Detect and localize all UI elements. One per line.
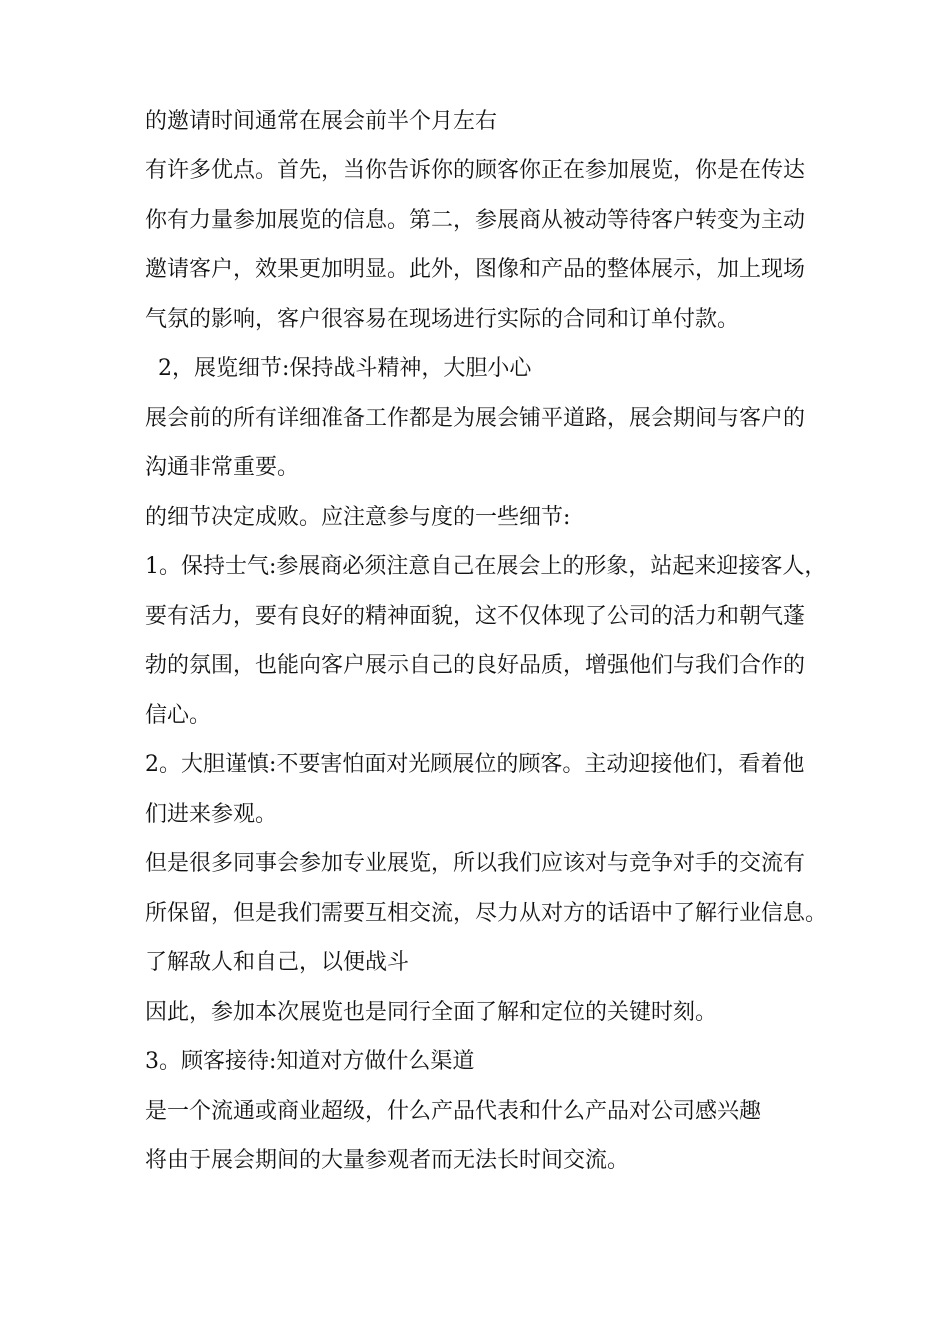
- text-line: 有许多优点。首先，当你告诉你的顾客你正在参加展览，你是在传达: [145, 158, 806, 183]
- text-line: 所保留，但是我们需要互相交流，尽力从对方的话语中了解行业信息。: [145, 901, 828, 926]
- text-line: 但是很多同事会参加专业展览，所以我们应该对与竞争对手的交流有: [145, 851, 806, 876]
- text-line: 信心。: [145, 703, 212, 728]
- text-line: 的细节决定成败。应注意参与度的一些细节:: [145, 505, 571, 530]
- text-line: 是一个流通或商业超级，什么产品代表和什么产品对公司感兴趣: [145, 1099, 762, 1124]
- text-line: 邀请客户，效果更加明显。此外，图像和产品的整体展示，加上现场: [145, 257, 806, 282]
- text-line: 勃的氛围，也能向客户展示自己的良好品质，增强他们与我们合作的: [145, 653, 806, 678]
- text-line: 你有力量参加展览的信息。第二，参展商从被动等待客户转变为主动: [145, 208, 806, 233]
- text-line: 沟通非常重要。: [145, 455, 300, 480]
- text-line: 气氛的影响，客户很容易在现场进行实际的合同和订单付款。: [145, 307, 740, 332]
- text-line: 的邀请时间通常在展会前半个月左右: [145, 109, 498, 134]
- text-line: 2。大胆谨慎:不要害怕面对光顾展位的顾客。主动迎接他们，看着他: [145, 752, 805, 777]
- text-line: 要有活力，要有良好的精神面貌，这不仅体现了公司的活力和朝气蓬: [145, 604, 806, 629]
- text-line: 了解敌人和自己，以便战斗: [145, 950, 410, 975]
- text-line: 3。顾客接待:知道对方做什么渠道: [145, 1049, 475, 1074]
- text-line: 们进来参观。: [145, 802, 278, 827]
- section-heading: 2，展览细节:保持战斗精神，大胆小心: [158, 356, 532, 381]
- text-line: 因此，参加本次展览也是同行全面了解和定位的关键时刻。: [145, 1000, 718, 1025]
- text-line: 将由于展会期间的大量参观者而无法长时间交流。: [145, 1148, 630, 1173]
- text-line: 1。保持士气:参展商必须注意自己在展会上的形象，站起来迎接客人，: [145, 554, 827, 579]
- text-line: 展会前的所有详细准备工作都是为展会铺平道路，展会期间与客户的: [145, 406, 806, 431]
